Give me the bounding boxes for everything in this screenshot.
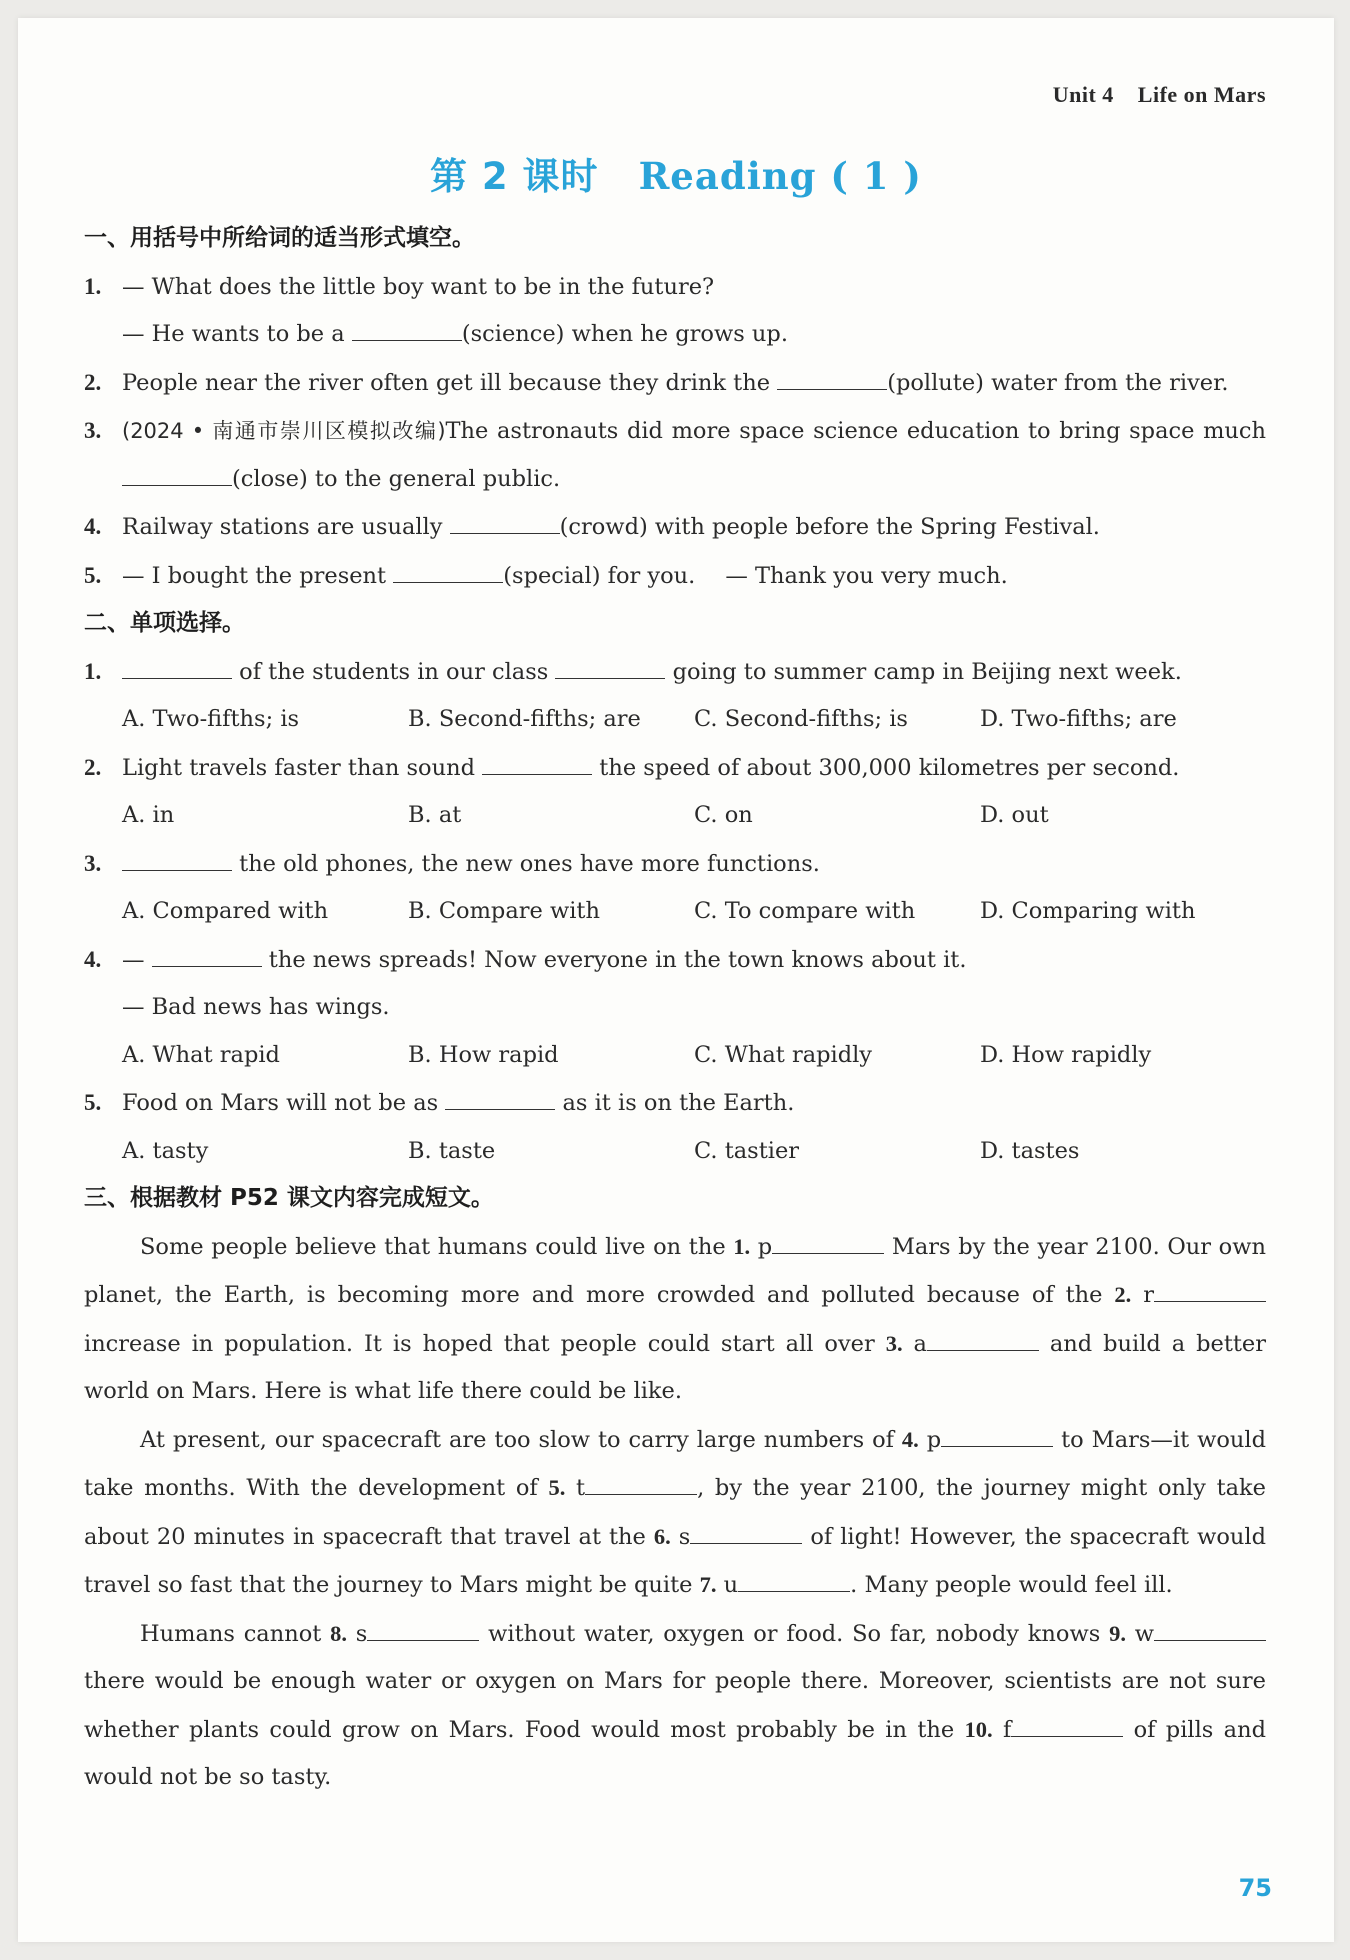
blank-initial: t [565, 1475, 586, 1501]
lesson-number: 第 2 课时 [430, 155, 599, 198]
passage-text: Mars by the year 2100. Our own planet, the Earth, is becoming more and more crowded and polluted because of the [84, 1233, 1266, 1308]
lesson-name: Reading ( 1 ) [638, 154, 922, 198]
question-text: — [122, 946, 152, 973]
option-c[interactable]: C. Second-fifths; is [694, 706, 908, 732]
question-text: — I bought the present [122, 562, 394, 589]
option-c[interactable]: C. To compare with [694, 898, 916, 924]
unit-label: Unit 4 [1052, 82, 1114, 107]
question-text: — He wants to be a [122, 321, 352, 347]
lesson-title [18, 146, 1334, 200]
question-text: of the students in our class [232, 658, 556, 685]
question-text: the speed of about 300,000 kilometres per second. [592, 754, 1180, 781]
option-b[interactable]: B. Compare with [408, 898, 600, 924]
question-source: (2024 • 南通市崇川区模拟改编) [122, 419, 446, 443]
question-number: 3. [84, 850, 102, 876]
blank-number: 9. [1109, 1620, 1126, 1646]
s2-question-4 [84, 936, 1266, 985]
option-d[interactable]: D. Comparing with [980, 898, 1196, 924]
answer-blank[interactable] [941, 1422, 1053, 1447]
page-number: 75 [1238, 1874, 1272, 1902]
option-d[interactable]: D. out [980, 802, 1049, 828]
s2-question-1 [84, 648, 1266, 697]
blank-number: 3. [885, 1330, 903, 1356]
s2-question-3 [84, 840, 1266, 889]
blank-number: 1. [733, 1233, 751, 1259]
answer-blank[interactable] [393, 558, 503, 583]
option-c[interactable]: C. tastier [694, 1137, 800, 1164]
answer-blank[interactable] [122, 461, 232, 486]
blank-initial: a [902, 1330, 927, 1357]
answer-blank[interactable] [482, 750, 592, 775]
option-b[interactable]: B. How rapid [408, 1041, 559, 1068]
question-text: People near the river often get ill because they drink the [122, 369, 778, 396]
blank-number: 5. [548, 1475, 566, 1500]
question-text: (science) when he grows up. [461, 321, 788, 347]
s2-question-2 [84, 744, 1266, 793]
passage-text: there would be enough water or oxygen on Mars for people there. Moreover, scientists are not sure whether plants could grow on Mars. Food would most probably be in the [84, 1668, 1266, 1743]
option-d[interactable]: D. Two-fifths; are [980, 706, 1177, 732]
s1-question-5 [84, 552, 1266, 601]
blank-initial: p [750, 1233, 773, 1260]
section-2-heading: 二、单项选择。 [84, 610, 245, 636]
question-text: (crowd) with people before the Spring Festival. [559, 514, 1100, 540]
question-number: 1. [84, 273, 102, 299]
blank-initial: u [716, 1572, 739, 1598]
question-text: (pollute) water from the river. [887, 369, 1229, 396]
answer-blank[interactable] [1154, 1277, 1266, 1302]
option-d[interactable]: D. How rapidly [980, 1041, 1152, 1068]
question-number: 5. [84, 562, 102, 588]
s2-q3-options [84, 888, 1266, 936]
question-number: 2. [84, 754, 102, 780]
answer-blank[interactable] [445, 1085, 555, 1110]
answer-blank[interactable] [555, 654, 665, 679]
answer-blank[interactable] [367, 1616, 479, 1641]
s2-q1-options [84, 696, 1266, 744]
option-d[interactable]: D. tastes [980, 1137, 1080, 1164]
s1-question-1-answer-line [84, 311, 1266, 359]
passage-text: . Many people would feel ill. [850, 1572, 1173, 1598]
s2-q4-options [84, 1032, 1266, 1080]
question-text: Light travels faster than sound [122, 754, 483, 781]
question-text: (special) for you. [503, 562, 696, 589]
unit-topic: Life on Mars [1137, 82, 1266, 107]
blank-number: 2. [1114, 1282, 1132, 1307]
answer-blank[interactable] [927, 1326, 1039, 1351]
passage-paragraph-3 [84, 1610, 1266, 1802]
question-text: the news spreads! Now everyone in the town knows about it. [261, 946, 967, 973]
option-a[interactable]: A. in [122, 802, 175, 828]
answer-blank[interactable] [777, 365, 887, 390]
question-number: 3. [84, 418, 102, 443]
answer-blank[interactable] [152, 942, 262, 967]
s1-question-2 [84, 359, 1266, 408]
answer-blank[interactable] [352, 316, 462, 341]
s2-question-5 [84, 1079, 1266, 1128]
option-a[interactable]: A. What rapid [122, 1041, 280, 1068]
passage-text: of pills and would not be so tasty. [84, 1716, 1266, 1790]
blank-number: 4. [901, 1426, 919, 1452]
option-b[interactable]: B. at [408, 802, 462, 828]
blank-number: 8. [330, 1620, 347, 1646]
option-b[interactable]: B. taste [408, 1137, 496, 1164]
s1-question-3 [84, 407, 1266, 503]
answer-blank[interactable] [772, 1229, 884, 1254]
passage-text: Humans cannot [140, 1620, 331, 1647]
question-text: The astronauts did more space science education to bring space much [445, 418, 1266, 444]
blank-number: 7. [699, 1572, 717, 1597]
workbook-page [18, 18, 1334, 1942]
answer-blank[interactable] [122, 654, 232, 679]
question-text: Food on Mars will not be as [122, 1090, 446, 1116]
blank-number: 6. [653, 1523, 671, 1549]
blank-initial: r [1131, 1282, 1154, 1308]
question-number: 1. [84, 658, 102, 684]
blank-initial: w [1125, 1620, 1155, 1647]
blank-initial: f [992, 1716, 1012, 1743]
question-number: 4. [84, 946, 102, 972]
answer-blank[interactable] [585, 1470, 697, 1495]
section-3-heading: 三、根据教材 P52 课文内容完成短文。 [84, 1185, 494, 1211]
passage-text: At present, our spacecraft are too slow to carry large numbers of [140, 1426, 902, 1453]
s2-q5-options [84, 1128, 1266, 1176]
section-1-heading: 一、用括号中所给词的适当形式填空。 [84, 225, 475, 251]
passage-text: increase in population. It is hoped that people could start all over [84, 1330, 886, 1357]
s2-q2-options [84, 792, 1266, 840]
option-a[interactable]: A. tasty [122, 1137, 209, 1164]
question-text: Railway stations are usually [122, 514, 450, 540]
blank-number: 10. [964, 1716, 993, 1742]
question-text: going to summer camp in Beijing next week. [665, 658, 1182, 685]
question-number: 2. [84, 369, 102, 395]
answer-blank[interactable] [122, 846, 232, 871]
option-a[interactable]: A. Two-fifths; is [122, 706, 300, 732]
s1-question-1 [84, 263, 1266, 312]
passage-text: of light! However, the spacecraft would travel so fast that the journey to Mars might be quite [84, 1523, 1266, 1598]
s1-question-4 [84, 503, 1266, 552]
question-text: as it is on the Earth. [555, 1090, 795, 1116]
answer-blank[interactable] [738, 1567, 850, 1592]
passage-text: to Mars—it would take months. With the development of [84, 1426, 1267, 1501]
option-c[interactable]: C. What rapidly [694, 1041, 873, 1068]
blank-initial: s [670, 1523, 691, 1550]
exercise-content [84, 215, 1266, 1802]
option-b[interactable]: B. Second-fifths; are [408, 706, 641, 732]
passage-paragraph-2 [84, 1416, 1266, 1610]
option-a[interactable]: A. Compared with [122, 898, 329, 924]
question-text: the old phones, the new ones have more functions. [232, 850, 820, 877]
answer-blank[interactable] [450, 509, 560, 534]
blank-initial: p [918, 1426, 942, 1453]
passage-text: and build a better world on Mars. Here is what life there could be like. [84, 1330, 1266, 1404]
answer-blank[interactable] [690, 1519, 802, 1544]
unit-header [1053, 82, 1266, 108]
option-c[interactable]: C. on [694, 802, 753, 828]
question-text: — What does the little boy want to be in the future? [122, 273, 715, 300]
passage-text: , by the year 2100, the journey might only take about 20 minutes in spacecraft that travel at the [84, 1475, 1266, 1550]
question-number: 4. [84, 514, 102, 539]
passage-text: Some people believe that humans could live on the [140, 1233, 734, 1260]
blank-initial: s [346, 1620, 368, 1647]
s2-question-4-reply: — Bad news has wings. [122, 994, 390, 1020]
question-text: — Thank you very much. [725, 562, 1008, 589]
passage-text: without water, oxygen or food. So far, nobody knows [479, 1620, 1110, 1647]
passage-paragraph-1 [84, 1223, 1266, 1416]
question-text: (close) to the general public. [232, 465, 561, 492]
answer-blank[interactable] [1011, 1712, 1123, 1737]
question-number: 5. [84, 1090, 102, 1115]
answer-blank[interactable] [1154, 1616, 1266, 1641]
